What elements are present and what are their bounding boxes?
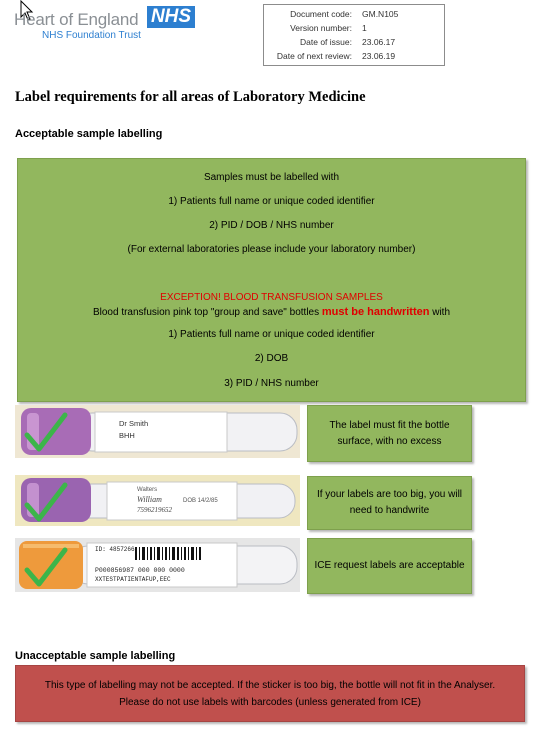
example-note	[307, 476, 472, 530]
sample-tube-photo	[15, 538, 300, 592]
doc-info-row	[264, 23, 444, 37]
example-note-text: The label must fit the bottle surface, with no excess	[329, 419, 450, 447]
unacceptable-text: This type of labelling may not be accepted. If the sticker is too big, the bottle will not fit in the Analyser. Please do not use labels with barcodes (unless generated from ICE)	[44, 679, 496, 708]
tube-label-text: William	[137, 495, 162, 504]
requirement-line: (For external laboratories please include your laboratory number)	[127, 244, 416, 255]
tube-label-text: P000856987 000 000 0000	[95, 567, 185, 574]
doc-info-label: Date of next review:	[276, 51, 352, 61]
tube-label-text: Dr Smith	[119, 419, 149, 428]
acceptable-requirements-panel	[17, 158, 526, 402]
page-title: Label requirements for all areas of Laboratory Medicine	[15, 89, 366, 105]
tube-label-text: DOB 14/2/85	[183, 498, 218, 504]
exception-sentence	[18, 306, 525, 318]
requirement-line: 2) PID / DOB / NHS number	[209, 220, 334, 231]
tube-label-text: XXTESTPATIENTAFUP,EEC	[95, 576, 171, 583]
exception-item: 3) PID / NHS number	[224, 378, 319, 389]
example-note-text: If your labels are too big, you will need to handwrite	[316, 489, 463, 516]
sample-tube-photo	[15, 405, 300, 458]
doc-info-value: 1	[362, 23, 367, 33]
exception-item: 2) DOB	[254, 353, 289, 364]
doc-info-row	[264, 51, 444, 65]
nhs-badge: NHS	[147, 6, 195, 28]
tube-label-text: Walters	[137, 487, 158, 493]
exception-emphasis: must be handwritten	[321, 306, 430, 318]
tube-label-text: 7596219652	[137, 506, 172, 514]
sample-tube-photo	[15, 475, 300, 526]
unacceptable-panel	[15, 665, 525, 722]
trust-name: NHS Foundation Trust	[42, 30, 141, 41]
exception-text: Blood transfusion pink top "group and save" bottles	[92, 307, 322, 318]
requirement-line: Samples must be labelled with	[203, 172, 340, 183]
example-note	[307, 538, 472, 594]
doc-info-row	[264, 37, 444, 51]
tube-label-text: ID: 4857266	[95, 546, 135, 553]
requirement-line: 1) Patients full name or unique coded identifier	[168, 196, 375, 207]
exception-text-end: with	[429, 307, 451, 318]
doc-info-value: GM.N105	[362, 9, 399, 19]
example-note	[307, 405, 472, 462]
exception-heading: EXCEPTION! BLOOD TRANSFUSION SAMPLES	[160, 292, 383, 303]
exception-item: 1) Patients full name or unique coded identifier	[168, 329, 375, 340]
doc-info-label: Document code:	[290, 9, 352, 19]
doc-info-label: Date of issue:	[300, 37, 352, 47]
example-note-text: ICE request labels are acceptable	[314, 560, 465, 571]
tube-label-text: BHH	[119, 431, 135, 440]
doc-info-label: Version number:	[290, 23, 352, 33]
org-name: Heart of England	[14, 10, 139, 29]
doc-info-row	[264, 9, 444, 23]
acceptable-heading: Acceptable sample labelling	[15, 128, 163, 140]
document-info-box	[263, 4, 445, 66]
doc-info-value: 23.06.17	[362, 37, 396, 47]
unacceptable-heading: Unacceptable sample labelling	[15, 650, 176, 662]
doc-info-value: 23.06.19	[362, 51, 396, 61]
